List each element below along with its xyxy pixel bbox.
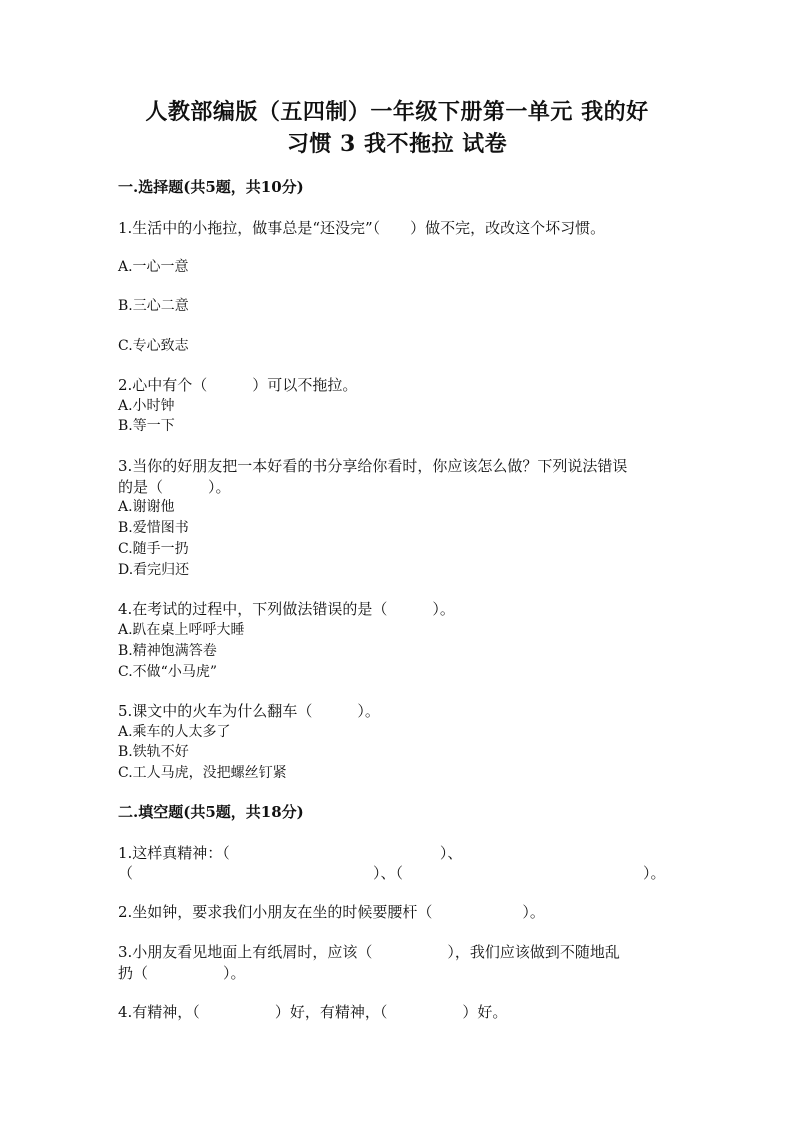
section-heading-choice: 一.选择题(共5题，共10分): [118, 178, 304, 196]
fill-question-1-line-2: （ ）、（ ）。: [118, 864, 666, 882]
question-1-option-b: B.三心二意: [118, 298, 189, 314]
question-3-option-b: B.爱惜图书: [118, 520, 189, 536]
section-heading-fill-in: 二.填空题(共5题，共18分): [118, 803, 304, 821]
question-3-stem-line-2: 的是（ ）。: [118, 478, 231, 496]
question-3-option-c: C.随手一扔: [118, 541, 189, 557]
question-4-option-b: B.精神饱满答卷: [118, 643, 217, 659]
question-3-option-a: A.谢谢他: [118, 499, 175, 515]
question-5-option-a: A.乘车的人太多了: [118, 724, 231, 740]
question-5-option-c: C.工人马虎，没把螺丝钉紧: [118, 765, 287, 781]
question-2-option-a: A.小时钟: [118, 398, 175, 414]
question-4-option-c: C.不做“小马虎”: [118, 664, 217, 680]
question-4-option-a: A.趴在桌上呼呼大睡: [118, 622, 245, 638]
question-1-stem: 1.生活中的小拖拉，做事总是“还没完”（ ）做不完，改改这个坏习惯。: [118, 219, 606, 237]
fill-question-3-line-2: 扔（ ）。: [118, 964, 246, 982]
exam-title-line-1: 人教部编版（五四制）一年级下册第一单元 我的好: [145, 99, 649, 125]
fill-question-2-line-1: 2.坐如钟，要求我们小朋友在坐的时候要腰杆（ ）。: [118, 903, 545, 921]
question-1-option-a: A.一心一意: [118, 259, 189, 275]
fill-question-4-line-1: 4.有精神，（ ）好，有精神，（ ）好。: [118, 1003, 508, 1021]
question-2-option-b: B.等一下: [118, 418, 175, 434]
question-3-option-d: D.看完归还: [118, 562, 190, 578]
question-5-option-b: B.铁轨不好: [118, 744, 189, 760]
question-5-stem: 5.课文中的火车为什么翻车（ ）。: [118, 702, 380, 720]
question-2-stem: 2.心中有个（ ）可以不拖拉。: [118, 376, 358, 394]
fill-question-3-line-1: 3.小朋友看见地面上有纸屑时，应该（ ），我们应该做到不随地乱: [118, 943, 620, 961]
exam-title-line-2: 习惯 3 我不拖拉 试卷: [286, 131, 508, 157]
question-3-stem-line-1: 3.当你的好朋友把一本好看的书分享给你看时，你应该怎么做？下列说法错误: [118, 457, 628, 475]
fill-question-1-line-1: 1.这样真精神：（ ）、: [118, 844, 463, 862]
question-1-option-c: C.专心致志: [118, 338, 189, 354]
question-4-stem: 4.在考试的过程中，下列做法错误的是（ ）。: [118, 600, 455, 618]
